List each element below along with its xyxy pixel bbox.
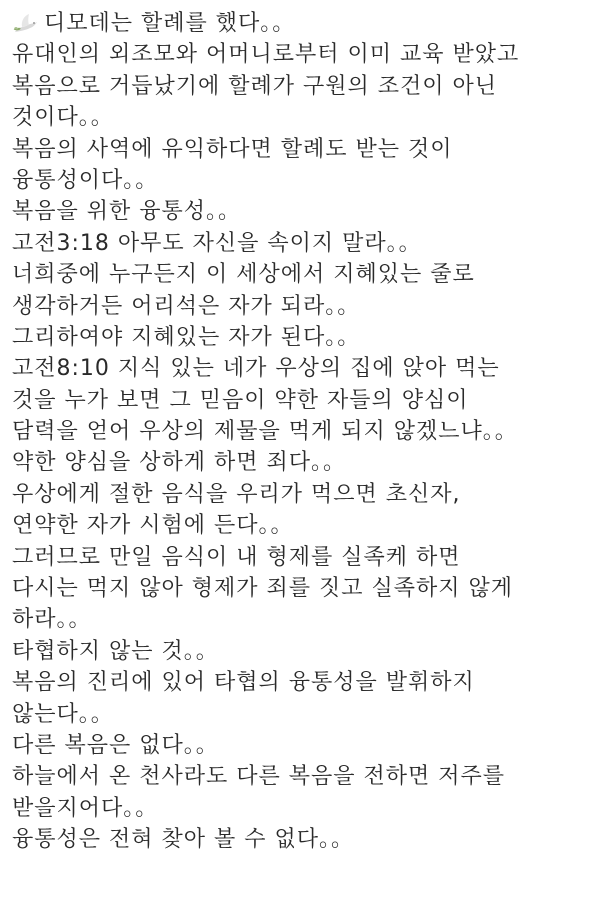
note-line-19: 다시는 먹지 않아 형제가 죄를 짓고 실족하지 않게 [12, 576, 513, 602]
note-line-16: 우상에게 절한 음식을 우리가 먹으면 초신자, [12, 481, 461, 507]
note-line-6: 융통성이다。。 [12, 167, 159, 193]
note-line-27: 융통성은 전혀 찾아 볼 수 없다。。 [12, 827, 354, 853]
note-line-17: 연약한 자가 시험에 든다。。 [12, 513, 294, 539]
note-line-4: 것이다。。 [12, 105, 114, 131]
note-line-24: 다른 복음은 없다。。 [12, 732, 219, 758]
note-line-9: 너희중에 누구든지 이 세상에서 지혜있는 줄로 [12, 262, 475, 288]
dove-icon [12, 11, 42, 37]
note-line-15: 약한 양심을 상하게 하면 죄다。。 [12, 450, 346, 476]
note-line-5: 복음의 사역에 유익하다면 할례도 받는 것이 [12, 136, 453, 162]
note-line-21: 타협하지 않는 것。。 [12, 638, 219, 664]
note-line-2: 유대인의 외조모와 어머니로부터 이미 교육 받았고 [12, 42, 520, 68]
note-line-8: 고전3:18 아무도 자신을 속이지 말라。。 [12, 230, 422, 256]
note-line-13: 것을 누가 보면 그 믿음이 약한 자들의 양심이 [12, 387, 469, 413]
note-line-18: 그러므로 만일 음식이 내 형제를 실족케 하면 [12, 544, 461, 570]
note-line-7: 복음을 위한 융통성。。 [12, 199, 242, 225]
note-line-text: 디모데는 할례를 했다。。 [44, 11, 296, 36]
note-line-23: 않는다。。 [12, 701, 114, 727]
note-line-25: 하늘에서 온 천사라도 다른 복음을 전하면 저주를 [12, 764, 506, 790]
handwritten-note [12, 8, 592, 856]
note-line-3: 복음으로 거듭났기에 할례가 구원의 조건이 아닌 [12, 73, 498, 99]
note-line-10: 생각하거든 어리석은 자가 되라。。 [12, 293, 361, 319]
note-line-14: 담력을 얻어 우상의 제물을 먹게 되지 않겠느냐。。 [12, 419, 518, 445]
note-line-26: 받을지어다。。 [12, 795, 159, 821]
note-line-20: 하라。。 [12, 607, 92, 633]
note-line-1 [12, 8, 592, 39]
note-line-12: 고전8:10 지식 있는 네가 우상의 집에 앉아 먹는 [12, 356, 500, 382]
note-line-22: 복음의 진리에 있어 타협의 융통성을 발휘하지 [12, 670, 475, 696]
note-line-11: 그리하여야 지혜있는 자가 된다。。 [12, 324, 361, 350]
